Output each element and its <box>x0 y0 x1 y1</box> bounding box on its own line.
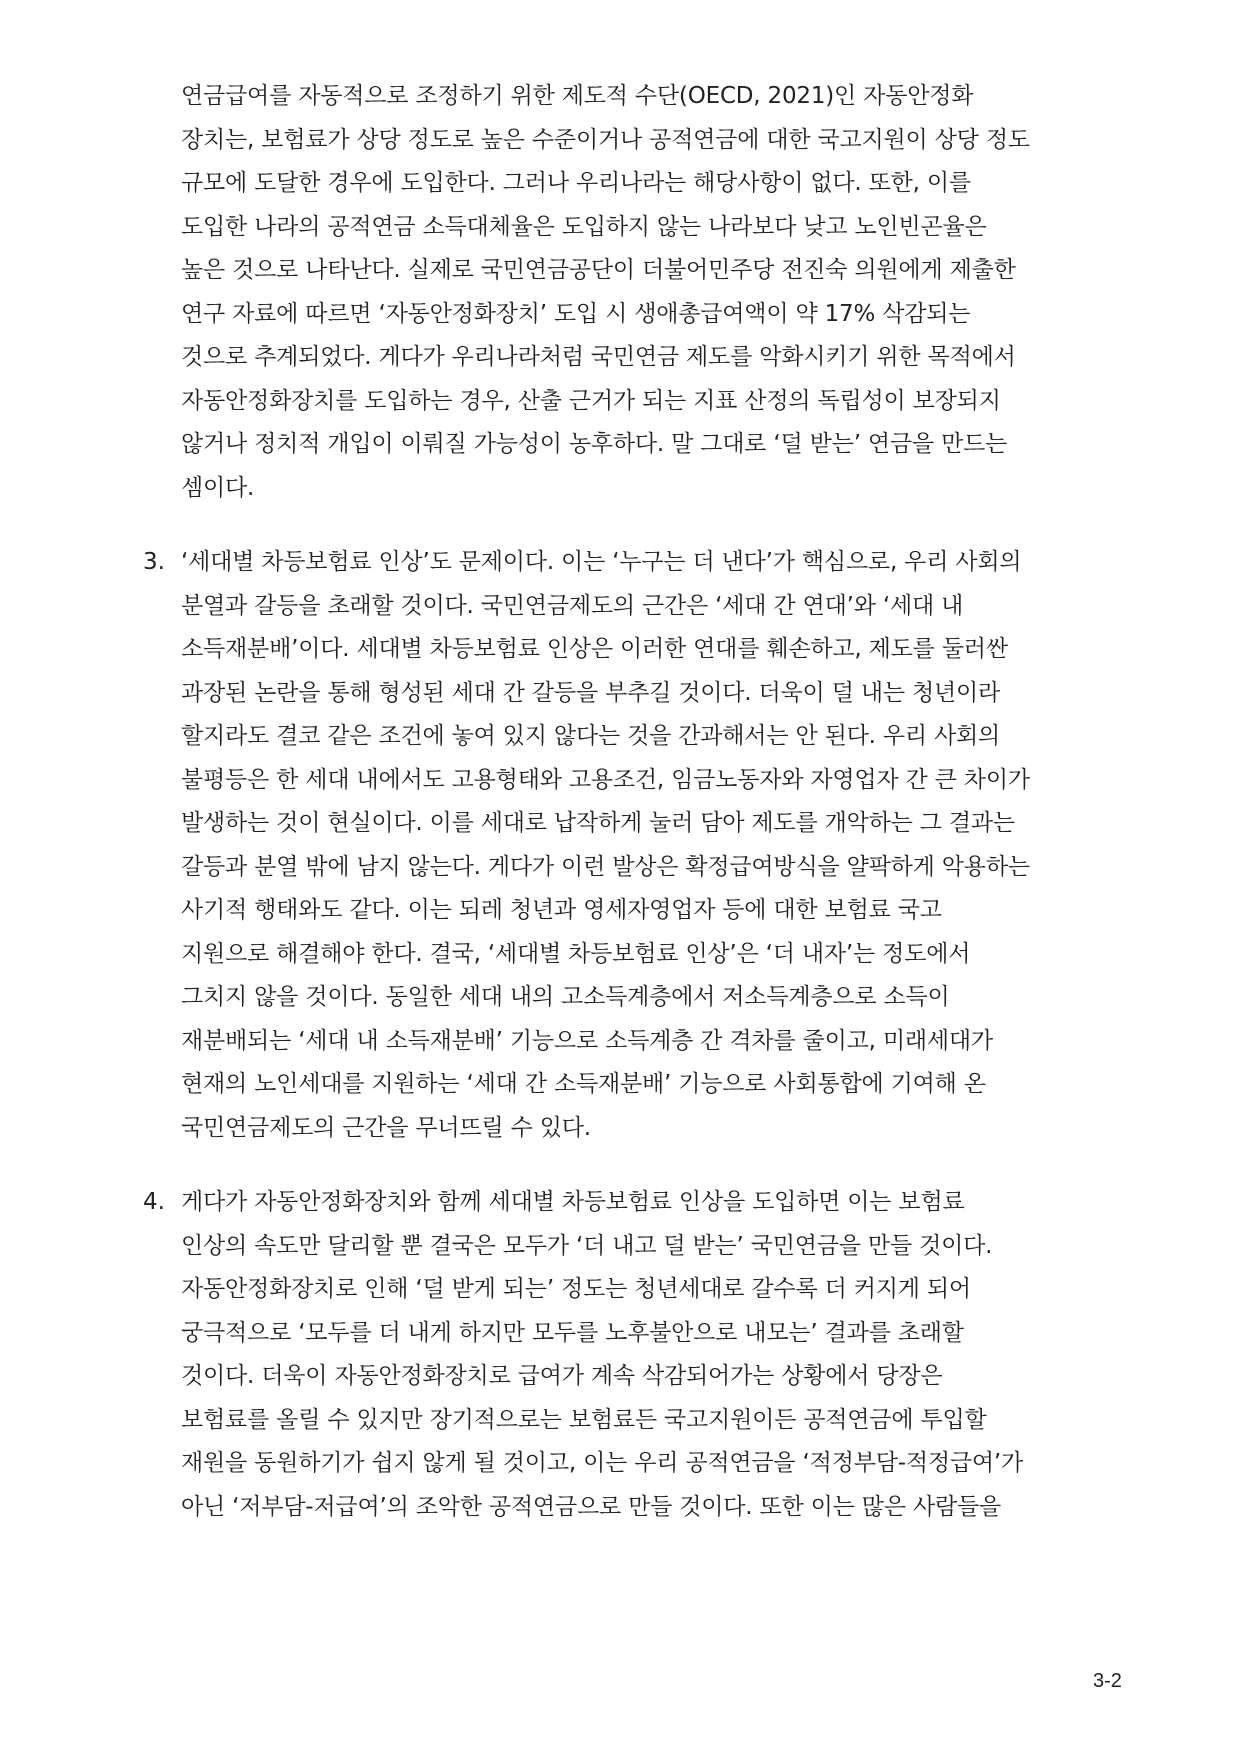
text-line: 셈이다. <box>181 475 255 501</box>
text-line: 재분배되는 ‘세대 내 소득재분배’ 기능으로 소득계층 간 격차를 줄이고, 미래세대가 <box>181 1028 993 1054</box>
list-item-number: 4. <box>143 1189 165 1215</box>
text-line: 재원을 동원하기가 쉽지 않게 될 것이고, 이는 우리 공적연금을 ‘적정부담-적정급여’가 <box>181 1450 1024 1476</box>
text-line: 연구 자료에 따르면 ‘자동안정화장치’ 도입 시 생애총급여액이 약 17% 삭감되는 <box>181 301 971 327</box>
text-line: 자동안정화장치로 인해 ‘덜 받게 되는’ 정도는 청년세대로 갈수록 더 커지게 되어 <box>181 1276 971 1302</box>
text-line: 것이다. 더욱이 자동안정화장치로 급여가 계속 삭감되어가는 상황에서 당장은 <box>181 1363 943 1389</box>
text-line: 현재의 노인세대를 지원하는 ‘세대 간 소득재분배’ 기능으로 사회통합에 기여해 온 <box>181 1071 986 1097</box>
text-line: 보험료를 올릴 수 있지만 장기적으로는 보험료든 국고지원이든 공적연금에 투입할 <box>181 1407 987 1433</box>
text-line: 발생하는 것이 현실이다. 이를 세대로 납작하게 눌러 담아 제도를 개악하는 그 결과는 <box>181 810 1015 836</box>
text-line: 할지라도 결코 같은 조건에 놓여 있지 않다는 것을 간과해서는 안 된다. 우리 사회의 <box>181 723 1001 749</box>
text-line: ‘세대별 차등보험료 인상’도 문제이다. 이는 ‘누구는 더 낸다’가 핵심으로, 우리 사회의 <box>181 549 1022 575</box>
text-line: 규모에 도달한 경우에 도입한다. 그러나 우리나라는 해당사항이 없다. 또한, 이를 <box>181 170 971 196</box>
text-line: 불평등은 한 세대 내에서도 고용형태와 고용조건, 임금노동자와 자영업자 간 큰 차이가 <box>181 767 1030 793</box>
text-line: 게다가 자동안정화장치와 함께 세대별 차등보험료 인상을 도입하면 이는 보험료 <box>181 1189 965 1215</box>
text-line: 도입한 나라의 공적연금 소득대체율은 도입하지 않는 나라보다 낮고 노인빈곤율은 <box>181 214 987 240</box>
text-line: 소득재분배’이다. 세대별 차등보험료 인상은 이러한 연대를 훼손하고, 제도를 둘러싼 <box>181 636 1008 662</box>
list-item-number: 3. <box>143 549 165 575</box>
text-line: 과장된 논란을 통해 형성된 세대 간 갈등을 부추길 것이다. 더욱이 덜 내는 청년이라 <box>181 680 1001 706</box>
text-line: 그치지 않을 것이다. 동일한 세대 내의 고소득계층에서 저소득계층으로 소득이 <box>181 984 950 1010</box>
text-line: 장치는, 보험료가 상당 정도로 높은 수준이거나 공적연금에 대한 국고지원이 상당 정도 <box>181 127 1030 153</box>
text-line: 자동안정화장치를 도입하는 경우, 산출 근거가 되는 지표 산정의 독립성이 보장되지 <box>181 388 1001 414</box>
text-line: 아닌 ‘저부담-저급여’의 조악한 공적연금으로 만들 것이다. 또한 이는 많은 사람들을 <box>181 1494 1002 1520</box>
text-line: 높은 것으로 나타난다. 실제로 국민연금공단이 더불어민주당 전진숙 의원에게 제출한 <box>181 257 1016 283</box>
text-line: 궁극적으로 ‘모두를 더 내게 하지만 모두를 노후불안으로 내모는’ 결과를 초래할 <box>181 1320 964 1346</box>
text-line: 사기적 행태와도 같다. 이는 되레 청년과 영세자영업자 등에 대한 보험료 국고 <box>181 897 942 923</box>
text-line: 갈등과 분열 밖에 남지 않는다. 게다가 이런 발상은 확정급여방식을 얄팍하게 악용하는 <box>181 854 1030 880</box>
text-line: 국민연금제도의 근간을 무너뜨릴 수 있다. <box>181 1115 591 1141</box>
text-line: 인상의 속도만 달리할 뿐 결국은 모두가 ‘더 내고 덜 받는’ 국민연금을 만들 것이다. <box>181 1233 993 1259</box>
text-line: 않거나 정치적 개입이 이뤄질 가능성이 농후하다. 말 그대로 ‘덜 받는’ 연금을 만드는 <box>181 431 1008 457</box>
page-number: 3-2 <box>1093 1670 1122 1692</box>
text-line: 것으로 추계되었다. 게다가 우리나라처럼 국민연금 제도를 악화시키기 위한 목적에서 <box>181 344 1016 370</box>
text-line: 연금급여를 자동적으로 조정하기 위한 제도적 수단(OECD, 2021)인 자동안정화 <box>181 83 974 109</box>
text-line: 지원으로 해결해야 한다. 결국, ‘세대별 차등보험료 인상’은 ‘더 내자’는 정도에서 <box>181 941 971 967</box>
text-line: 분열과 갈등을 초래할 것이다. 국민연금제도의 근간은 ‘세대 간 연대’와 ‘세대 내 <box>181 593 964 619</box>
